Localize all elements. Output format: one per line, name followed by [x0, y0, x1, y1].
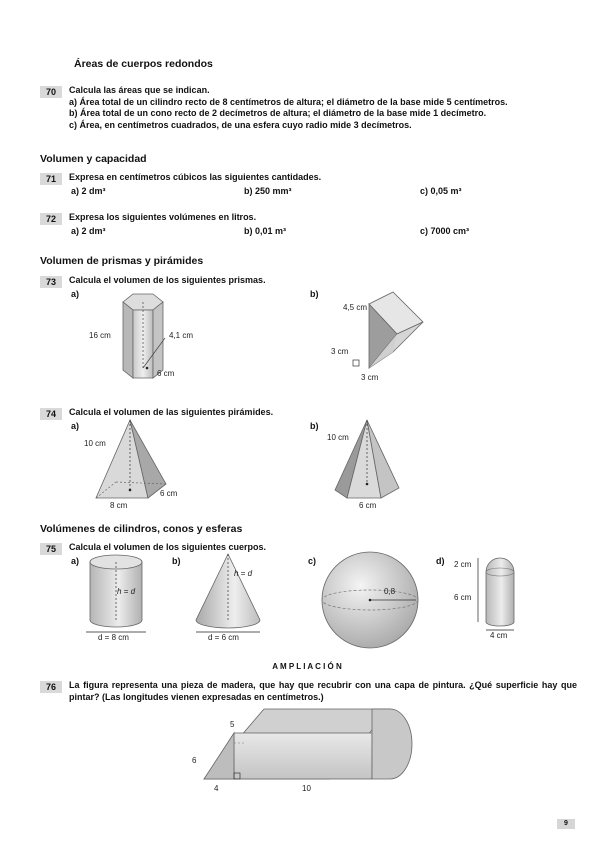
wood-rounded-end: [372, 709, 412, 779]
prism-height-label: 16 cm: [89, 331, 111, 340]
pyramid-a-center-dot: [129, 489, 132, 492]
cylinder-figure: [82, 552, 152, 640]
cone-height-label: h = d: [234, 569, 253, 578]
hexagonal-pyramid-figure: [325, 418, 425, 510]
exercise-75-prompt: Calcula el volumen de los siguientes cuerpos.: [69, 542, 267, 552]
prism-left-face: [123, 302, 133, 378]
exercise-73-label-b: b): [310, 289, 319, 299]
exercise-70-b: b) Área total de un cono recto de 2 decímetros de altura; el diámetro de la base mide 1 decímetro.: [69, 108, 487, 118]
exercise-72-b: b) 0,01 m³: [244, 226, 287, 236]
exercise-70-a: a) Área total de un cilindro recto de 8 centímetros de altura; el diámetro de la base mide 5 centímetros.: [69, 96, 508, 107]
prism-apothem-label: 4,1 cm: [169, 331, 194, 340]
section-title-prismas: Volumen de prismas y pirámides: [40, 255, 204, 267]
wood-dim-10: 10: [302, 784, 311, 793]
exercise-number-75: 75: [40, 543, 62, 555]
exercise-number-73: 73: [40, 276, 62, 288]
capsule-height-label: 6 cm: [454, 593, 472, 602]
exercise-71-prompt: Expresa en centímetros cúbicos las siguientes cantidades.: [69, 172, 322, 182]
section-title-cilindros: Volúmenes de cilindros, conos y esferas: [40, 523, 243, 535]
sphere-radius-label: 0,8: [384, 587, 396, 596]
exercise-72-a: a) 2 dm³: [71, 226, 106, 236]
cylinder-diameter-label: d = 8 cm: [98, 633, 129, 640]
ampliacion-heading: A M P L I A C I Ó N: [272, 662, 342, 671]
exercise-71-b: b) 250 mm³: [244, 186, 292, 196]
exercise-70-c: c) Área, en centímetros cuadrados, de una esfera cuyo radio mide 3 decímetros.: [69, 119, 412, 130]
section-title-volumen: Volumen y capacidad: [40, 153, 147, 165]
wood-piece-figure: [190, 703, 460, 795]
exercise-76-prompt: La figura representa una pieza de madera, que hay que recubrir con una capa de pintura. ¿Qué superficie hay que pintar? (Las longitudes vienen expresadas en centímetros.): [69, 680, 577, 702]
exercise-75-label-a: a): [71, 556, 80, 566]
wood-triangle-face: [204, 733, 234, 779]
prism-side-label: 6 cm: [157, 369, 175, 378]
capsule-figure: [450, 550, 530, 642]
sphere-figure: [318, 548, 422, 652]
exercise-number-74: 74: [40, 408, 62, 420]
cone-figure: [188, 552, 268, 640]
pyramid-b-side-label: 6 cm: [359, 501, 377, 510]
exercise-number-71: 71: [40, 173, 62, 185]
exercise-74-prompt: Calcula el volumen de las siguientes pirámides.: [69, 407, 274, 417]
exercise-number-72: 72: [40, 213, 62, 225]
prism-right-face: [153, 302, 163, 378]
exercise-75-label-c: c): [308, 556, 317, 566]
exercise-number-70: 70: [40, 86, 62, 98]
exercise-74-label-b: b): [310, 421, 319, 431]
exercise-71-c: c) 0,05 m³: [420, 186, 462, 196]
exercise-71-a: a) 2 dm³: [71, 186, 106, 196]
wood-dim-4: 4: [214, 784, 219, 793]
triangular-prism-leg1-label: 3 cm: [331, 347, 349, 356]
exercise-72-c: c) 7000 cm³: [420, 226, 470, 236]
triangular-prism-length-label: 4,5 cm: [343, 303, 368, 312]
exercise-75-label-b: b): [172, 556, 181, 566]
pyramid-b-center-dot: [366, 483, 369, 486]
pyramid-a-depth-label: 6 cm: [160, 489, 178, 498]
cone-diameter-label: d = 6 cm: [208, 633, 239, 640]
prism-center-dot: [146, 367, 149, 370]
wood-front-face: [234, 733, 372, 779]
hexagonal-prism-figure: [85, 290, 225, 390]
capsule-top-label: 2 cm: [454, 560, 472, 569]
pyramid-b-height-label: 10 cm: [327, 433, 349, 442]
right-angle-mark: [353, 360, 359, 366]
exercise-74-label-a: a): [71, 421, 80, 431]
pyramid-a-height-label: 10 cm: [84, 439, 106, 448]
exercise-number-76: 76: [40, 681, 62, 693]
triangular-prism-figure: [325, 290, 445, 385]
exercise-73-label-a: a): [71, 289, 80, 299]
pyramid-a-width-label: 8 cm: [110, 501, 128, 510]
exercise-70: [69, 85, 579, 131]
sphere-center-dot: [369, 599, 372, 602]
rectangular-pyramid-figure: [80, 418, 195, 510]
triangular-prism-leg2-label: 3 cm: [361, 373, 379, 382]
exercise-72-prompt: Expresa los siguientes volúmenes en litros.: [69, 212, 257, 222]
page-number: 9: [557, 819, 575, 829]
exercise-70-prompt: Calcula las áreas que se indican.: [69, 85, 210, 95]
exercise-75-label-d: d): [436, 556, 445, 566]
capsule-width-label: 4 cm: [490, 631, 508, 640]
section-title-areas: Áreas de cuerpos redondos: [74, 58, 213, 70]
cylinder-height-label: h = d: [117, 587, 136, 596]
wood-dim-5: 5: [230, 720, 235, 729]
exercise-73-prompt: Calcula el volumen de los siguientes prismas.: [69, 275, 266, 285]
wood-dim-6: 6: [192, 756, 197, 765]
